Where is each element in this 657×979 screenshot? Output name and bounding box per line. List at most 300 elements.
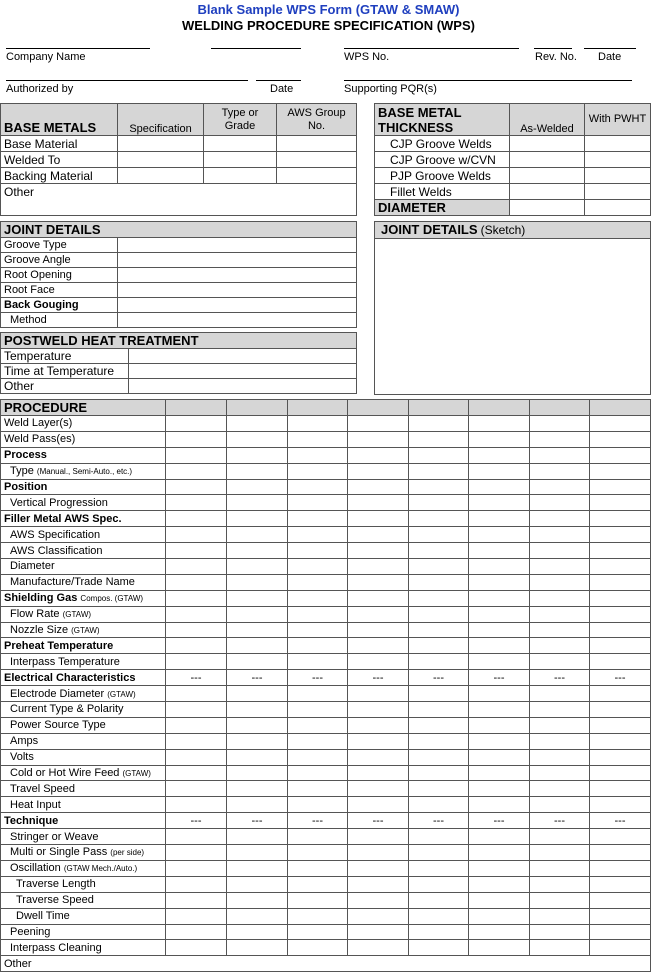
- procedure-cell[interactable]: [348, 749, 409, 765]
- procedure-cell[interactable]: [288, 654, 348, 670]
- cell[interactable]: [129, 349, 357, 364]
- procedure-cell[interactable]: [409, 717, 469, 733]
- procedure-cell[interactable]: [348, 702, 409, 718]
- procedure-cell[interactable]: [530, 686, 590, 702]
- cell[interactable]: [585, 136, 651, 152]
- procedure-cell[interactable]: [227, 654, 288, 670]
- procedure-cell[interactable]: [166, 416, 227, 432]
- procedure-cell[interactable]: [348, 876, 409, 892]
- procedure-cell[interactable]: [288, 797, 348, 813]
- procedure-cell[interactable]: [166, 559, 227, 575]
- procedure-cell[interactable]: [409, 527, 469, 543]
- procedure-cell[interactable]: [166, 940, 227, 956]
- procedure-cell[interactable]: [348, 686, 409, 702]
- procedure-cell[interactable]: [348, 431, 409, 447]
- procedure-cell[interactable]: [288, 733, 348, 749]
- procedure-cell[interactable]: ---: [348, 670, 409, 686]
- procedure-cell[interactable]: [227, 940, 288, 956]
- procedure-cell[interactable]: [530, 543, 590, 559]
- procedure-cell[interactable]: [348, 940, 409, 956]
- procedure-cell[interactable]: [469, 606, 530, 622]
- cell[interactable]: [118, 298, 357, 313]
- procedure-cell[interactable]: [530, 717, 590, 733]
- procedure-cell[interactable]: [530, 527, 590, 543]
- procedure-cell[interactable]: [227, 606, 288, 622]
- cell[interactable]: [204, 136, 277, 152]
- procedure-cell[interactable]: [530, 940, 590, 956]
- procedure-cell[interactable]: [409, 654, 469, 670]
- procedure-cell[interactable]: [530, 654, 590, 670]
- procedure-cell[interactable]: [530, 749, 590, 765]
- procedure-cell[interactable]: [469, 765, 530, 781]
- procedure-cell[interactable]: [590, 622, 651, 638]
- procedure-cell[interactable]: [348, 495, 409, 511]
- procedure-cell[interactable]: [530, 606, 590, 622]
- procedure-cell[interactable]: [590, 908, 651, 924]
- procedure-cell[interactable]: ---: [288, 813, 348, 829]
- procedure-cell[interactable]: [409, 574, 469, 590]
- procedure-cell[interactable]: [530, 876, 590, 892]
- procedure-cell[interactable]: [409, 749, 469, 765]
- procedure-cell[interactable]: ---: [409, 670, 469, 686]
- procedure-cell[interactable]: [530, 797, 590, 813]
- procedure-cell[interactable]: [530, 733, 590, 749]
- procedure-cell[interactable]: [590, 606, 651, 622]
- cell[interactable]: [585, 200, 651, 216]
- procedure-cell[interactable]: [288, 543, 348, 559]
- procedure-cell[interactable]: [227, 527, 288, 543]
- cell[interactable]: [510, 200, 585, 216]
- procedure-cell[interactable]: [530, 638, 590, 654]
- procedure-cell[interactable]: [288, 622, 348, 638]
- procedure-cell[interactable]: [288, 590, 348, 606]
- procedure-cell[interactable]: [469, 892, 530, 908]
- procedure-cell[interactable]: [348, 717, 409, 733]
- procedure-cell[interactable]: [166, 892, 227, 908]
- procedure-cell[interactable]: [590, 574, 651, 590]
- procedure-cell[interactable]: [409, 463, 469, 479]
- procedure-cell[interactable]: [227, 717, 288, 733]
- cell[interactable]: [277, 152, 357, 168]
- company-name-line[interactable]: [6, 48, 150, 49]
- cell[interactable]: [118, 238, 357, 253]
- procedure-cell[interactable]: ---: [530, 813, 590, 829]
- cell[interactable]: [277, 168, 357, 184]
- cell[interactable]: [129, 379, 357, 394]
- procedure-cell[interactable]: [409, 845, 469, 861]
- procedure-cell[interactable]: [288, 765, 348, 781]
- procedure-cell[interactable]: ---: [166, 670, 227, 686]
- procedure-cell[interactable]: ---: [469, 670, 530, 686]
- procedure-cell[interactable]: [469, 431, 530, 447]
- procedure-cell[interactable]: [288, 686, 348, 702]
- procedure-cell[interactable]: [288, 908, 348, 924]
- procedure-cell[interactable]: [227, 463, 288, 479]
- procedure-cell[interactable]: [227, 749, 288, 765]
- procedure-cell[interactable]: ---: [348, 813, 409, 829]
- procedure-cell[interactable]: [166, 749, 227, 765]
- procedure-cell[interactable]: [469, 638, 530, 654]
- procedure-cell[interactable]: [348, 527, 409, 543]
- procedure-cell[interactable]: [469, 447, 530, 463]
- procedure-cell[interactable]: [227, 860, 288, 876]
- procedure-cell[interactable]: [288, 479, 348, 495]
- procedure-cell[interactable]: [227, 845, 288, 861]
- procedure-cell[interactable]: [590, 559, 651, 575]
- procedure-cell[interactable]: [166, 829, 227, 845]
- procedure-cell[interactable]: ---: [227, 670, 288, 686]
- cell[interactable]: [118, 253, 357, 268]
- procedure-cell[interactable]: [590, 511, 651, 527]
- procedure-cell[interactable]: [590, 527, 651, 543]
- procedure-cell[interactable]: [469, 860, 530, 876]
- procedure-cell[interactable]: [348, 622, 409, 638]
- procedure-cell[interactable]: [469, 416, 530, 432]
- procedure-cell[interactable]: [590, 797, 651, 813]
- cell[interactable]: [118, 268, 357, 283]
- procedure-cell[interactable]: [166, 574, 227, 590]
- procedure-cell[interactable]: [348, 606, 409, 622]
- cell[interactable]: [204, 152, 277, 168]
- procedure-cell[interactable]: [590, 781, 651, 797]
- procedure-cell[interactable]: [227, 416, 288, 432]
- procedure-cell[interactable]: [530, 908, 590, 924]
- procedure-cell[interactable]: [590, 829, 651, 845]
- procedure-cell[interactable]: [227, 622, 288, 638]
- procedure-cell[interactable]: [166, 781, 227, 797]
- procedure-cell[interactable]: [227, 511, 288, 527]
- procedure-cell[interactable]: [469, 590, 530, 606]
- company-name-line-2[interactable]: [211, 48, 301, 49]
- procedure-cell[interactable]: [288, 717, 348, 733]
- procedure-cell[interactable]: [348, 479, 409, 495]
- procedure-cell[interactable]: [348, 638, 409, 654]
- procedure-cell[interactable]: [469, 908, 530, 924]
- procedure-cell[interactable]: [530, 463, 590, 479]
- cell[interactable]: [204, 168, 277, 184]
- procedure-cell[interactable]: [166, 590, 227, 606]
- procedure-cell[interactable]: [166, 845, 227, 861]
- procedure-cell[interactable]: [288, 431, 348, 447]
- procedure-cell[interactable]: [469, 495, 530, 511]
- procedure-cell[interactable]: [590, 638, 651, 654]
- procedure-cell[interactable]: [469, 797, 530, 813]
- procedure-cell[interactable]: [409, 559, 469, 575]
- procedure-cell[interactable]: ---: [166, 813, 227, 829]
- procedure-cell[interactable]: [530, 892, 590, 908]
- cell[interactable]: [510, 136, 585, 152]
- cell[interactable]: [585, 152, 651, 168]
- procedure-cell[interactable]: [530, 845, 590, 861]
- cell[interactable]: [510, 168, 585, 184]
- cell[interactable]: [510, 152, 585, 168]
- authorized-date-line[interactable]: [256, 80, 301, 81]
- procedure-cell[interactable]: [166, 686, 227, 702]
- procedure-cell[interactable]: [348, 892, 409, 908]
- procedure-cell[interactable]: [166, 702, 227, 718]
- procedure-cell[interactable]: [409, 876, 469, 892]
- procedure-cell[interactable]: [288, 940, 348, 956]
- procedure-cell[interactable]: [166, 543, 227, 559]
- procedure-cell[interactable]: [288, 638, 348, 654]
- procedure-cell[interactable]: [348, 781, 409, 797]
- procedure-cell[interactable]: [227, 495, 288, 511]
- procedure-cell[interactable]: [409, 686, 469, 702]
- cell[interactable]: [118, 136, 204, 152]
- procedure-cell[interactable]: [227, 686, 288, 702]
- procedure-cell[interactable]: [288, 559, 348, 575]
- procedure-cell[interactable]: [166, 717, 227, 733]
- procedure-cell[interactable]: [166, 511, 227, 527]
- procedure-cell[interactable]: [409, 431, 469, 447]
- procedure-cell[interactable]: ---: [530, 670, 590, 686]
- procedure-cell[interactable]: [469, 463, 530, 479]
- procedure-cell[interactable]: [469, 543, 530, 559]
- procedure-cell[interactable]: ---: [590, 813, 651, 829]
- procedure-cell[interactable]: [227, 702, 288, 718]
- procedure-cell[interactable]: [469, 829, 530, 845]
- procedure-cell[interactable]: [348, 829, 409, 845]
- procedure-cell[interactable]: [166, 638, 227, 654]
- procedure-cell[interactable]: [530, 574, 590, 590]
- procedure-cell[interactable]: [348, 654, 409, 670]
- procedure-cell[interactable]: [288, 447, 348, 463]
- procedure-cell[interactable]: [469, 559, 530, 575]
- wps-no-line[interactable]: [344, 48, 519, 49]
- procedure-cell[interactable]: [227, 559, 288, 575]
- procedure-cell[interactable]: [288, 876, 348, 892]
- procedure-cell[interactable]: [348, 559, 409, 575]
- procedure-cell[interactable]: [166, 463, 227, 479]
- procedure-cell[interactable]: [590, 495, 651, 511]
- procedure-cell[interactable]: [590, 590, 651, 606]
- rev-no-line[interactable]: [534, 48, 572, 49]
- procedure-cell[interactable]: [166, 479, 227, 495]
- procedure-cell[interactable]: [590, 447, 651, 463]
- procedure-cell[interactable]: [227, 590, 288, 606]
- procedure-cell[interactable]: [469, 845, 530, 861]
- procedure-cell[interactable]: [166, 447, 227, 463]
- procedure-cell[interactable]: [409, 733, 469, 749]
- procedure-cell[interactable]: [530, 829, 590, 845]
- procedure-cell[interactable]: [469, 654, 530, 670]
- procedure-cell[interactable]: [469, 924, 530, 940]
- procedure-cell[interactable]: [590, 654, 651, 670]
- date-line[interactable]: [584, 48, 636, 49]
- procedure-cell[interactable]: [530, 416, 590, 432]
- cell[interactable]: [277, 136, 357, 152]
- procedure-cell[interactable]: [469, 479, 530, 495]
- procedure-cell[interactable]: [288, 892, 348, 908]
- procedure-cell[interactable]: [348, 543, 409, 559]
- procedure-cell[interactable]: [530, 622, 590, 638]
- procedure-cell[interactable]: [590, 749, 651, 765]
- procedure-cell[interactable]: [590, 431, 651, 447]
- procedure-cell[interactable]: [409, 924, 469, 940]
- cell[interactable]: [510, 184, 585, 200]
- procedure-cell[interactable]: [166, 495, 227, 511]
- procedure-cell[interactable]: [409, 702, 469, 718]
- cell[interactable]: [129, 364, 357, 379]
- procedure-cell[interactable]: [590, 733, 651, 749]
- procedure-cell[interactable]: [227, 479, 288, 495]
- procedure-cell[interactable]: [348, 845, 409, 861]
- procedure-cell[interactable]: [469, 781, 530, 797]
- row-other[interactable]: Other: [1, 184, 357, 216]
- procedure-cell[interactable]: [227, 543, 288, 559]
- procedure-cell[interactable]: [469, 702, 530, 718]
- procedure-cell[interactable]: [530, 447, 590, 463]
- procedure-cell[interactable]: [227, 431, 288, 447]
- procedure-cell[interactable]: [348, 924, 409, 940]
- joint-sketch-box[interactable]: [374, 221, 651, 395]
- procedure-cell[interactable]: [288, 416, 348, 432]
- cell[interactable]: [118, 152, 204, 168]
- procedure-cell[interactable]: [288, 829, 348, 845]
- procedure-cell[interactable]: [227, 733, 288, 749]
- procedure-cell[interactable]: [409, 590, 469, 606]
- procedure-cell[interactable]: [348, 908, 409, 924]
- procedure-cell[interactable]: [590, 876, 651, 892]
- procedure-cell[interactable]: [166, 606, 227, 622]
- procedure-cell[interactable]: [227, 447, 288, 463]
- procedure-cell[interactable]: [348, 416, 409, 432]
- procedure-cell[interactable]: ---: [288, 670, 348, 686]
- procedure-cell[interactable]: [530, 781, 590, 797]
- procedure-cell[interactable]: [590, 765, 651, 781]
- procedure-cell[interactable]: [227, 765, 288, 781]
- procedure-cell[interactable]: [530, 431, 590, 447]
- procedure-cell[interactable]: [590, 924, 651, 940]
- procedure-row-label[interactable]: [1, 956, 651, 972]
- procedure-cell[interactable]: [348, 797, 409, 813]
- procedure-cell[interactable]: [409, 940, 469, 956]
- cell[interactable]: [585, 184, 651, 200]
- procedure-cell[interactable]: [227, 797, 288, 813]
- procedure-cell[interactable]: [166, 908, 227, 924]
- procedure-cell[interactable]: [530, 511, 590, 527]
- procedure-cell[interactable]: [590, 892, 651, 908]
- procedure-cell[interactable]: [288, 495, 348, 511]
- procedure-cell[interactable]: [409, 860, 469, 876]
- procedure-cell[interactable]: ---: [227, 813, 288, 829]
- procedure-cell[interactable]: [469, 733, 530, 749]
- procedure-cell[interactable]: [166, 797, 227, 813]
- supporting-pqr-line[interactable]: [344, 80, 632, 81]
- procedure-cell[interactable]: ---: [469, 813, 530, 829]
- procedure-cell[interactable]: [409, 622, 469, 638]
- procedure-cell[interactable]: [409, 638, 469, 654]
- cell[interactable]: [118, 168, 204, 184]
- procedure-cell[interactable]: [409, 797, 469, 813]
- procedure-cell[interactable]: [166, 765, 227, 781]
- procedure-cell[interactable]: [530, 495, 590, 511]
- procedure-cell[interactable]: [590, 717, 651, 733]
- procedure-cell[interactable]: [166, 733, 227, 749]
- procedure-cell[interactable]: [348, 765, 409, 781]
- procedure-cell[interactable]: [409, 765, 469, 781]
- procedure-cell[interactable]: [409, 543, 469, 559]
- procedure-cell[interactable]: [409, 892, 469, 908]
- procedure-cell[interactable]: [590, 686, 651, 702]
- procedure-cell[interactable]: [530, 559, 590, 575]
- procedure-cell[interactable]: [409, 479, 469, 495]
- procedure-cell[interactable]: [288, 749, 348, 765]
- procedure-cell[interactable]: [348, 447, 409, 463]
- procedure-cell[interactable]: [166, 654, 227, 670]
- procedure-cell[interactable]: [590, 543, 651, 559]
- procedure-cell[interactable]: [590, 702, 651, 718]
- authorized-by-line[interactable]: [6, 80, 248, 81]
- procedure-cell[interactable]: [530, 860, 590, 876]
- procedure-cell[interactable]: [590, 416, 651, 432]
- procedure-cell[interactable]: [166, 924, 227, 940]
- procedure-cell[interactable]: [288, 702, 348, 718]
- procedure-cell[interactable]: [288, 924, 348, 940]
- procedure-cell[interactable]: ---: [409, 813, 469, 829]
- procedure-cell[interactable]: [227, 574, 288, 590]
- cell[interactable]: [118, 283, 357, 298]
- procedure-cell[interactable]: [469, 717, 530, 733]
- procedure-cell[interactable]: [348, 511, 409, 527]
- procedure-cell[interactable]: [530, 590, 590, 606]
- procedure-cell[interactable]: [409, 511, 469, 527]
- procedure-cell[interactable]: [409, 447, 469, 463]
- procedure-cell[interactable]: [227, 924, 288, 940]
- procedure-cell[interactable]: [590, 463, 651, 479]
- procedure-cell[interactable]: [166, 622, 227, 638]
- procedure-cell[interactable]: [409, 416, 469, 432]
- procedure-cell[interactable]: [166, 860, 227, 876]
- procedure-cell[interactable]: [166, 431, 227, 447]
- procedure-cell[interactable]: [166, 527, 227, 543]
- procedure-cell[interactable]: [469, 749, 530, 765]
- cell[interactable]: [118, 313, 357, 328]
- procedure-cell[interactable]: [288, 574, 348, 590]
- procedure-cell[interactable]: [530, 765, 590, 781]
- procedure-cell[interactable]: [288, 845, 348, 861]
- procedure-cell[interactable]: [227, 638, 288, 654]
- procedure-cell[interactable]: [530, 702, 590, 718]
- procedure-cell[interactable]: [348, 574, 409, 590]
- procedure-cell[interactable]: [469, 511, 530, 527]
- procedure-cell[interactable]: [288, 511, 348, 527]
- procedure-cell[interactable]: [590, 860, 651, 876]
- cell[interactable]: [585, 168, 651, 184]
- procedure-cell[interactable]: [288, 527, 348, 543]
- procedure-cell[interactable]: [590, 845, 651, 861]
- procedure-cell[interactable]: [469, 574, 530, 590]
- procedure-cell[interactable]: [348, 463, 409, 479]
- procedure-cell[interactable]: [409, 495, 469, 511]
- procedure-cell[interactable]: [409, 829, 469, 845]
- procedure-cell[interactable]: [409, 908, 469, 924]
- procedure-cell[interactable]: [409, 781, 469, 797]
- procedure-cell[interactable]: [590, 940, 651, 956]
- procedure-cell[interactable]: [227, 908, 288, 924]
- procedure-cell[interactable]: [348, 590, 409, 606]
- procedure-cell[interactable]: [288, 860, 348, 876]
- procedure-cell[interactable]: [469, 940, 530, 956]
- procedure-cell[interactable]: ---: [590, 670, 651, 686]
- procedure-cell[interactable]: [590, 479, 651, 495]
- procedure-cell[interactable]: [288, 463, 348, 479]
- procedure-cell[interactable]: [227, 829, 288, 845]
- procedure-cell[interactable]: [288, 606, 348, 622]
- procedure-cell[interactable]: [288, 781, 348, 797]
- procedure-cell[interactable]: [530, 479, 590, 495]
- procedure-cell[interactable]: [530, 924, 590, 940]
